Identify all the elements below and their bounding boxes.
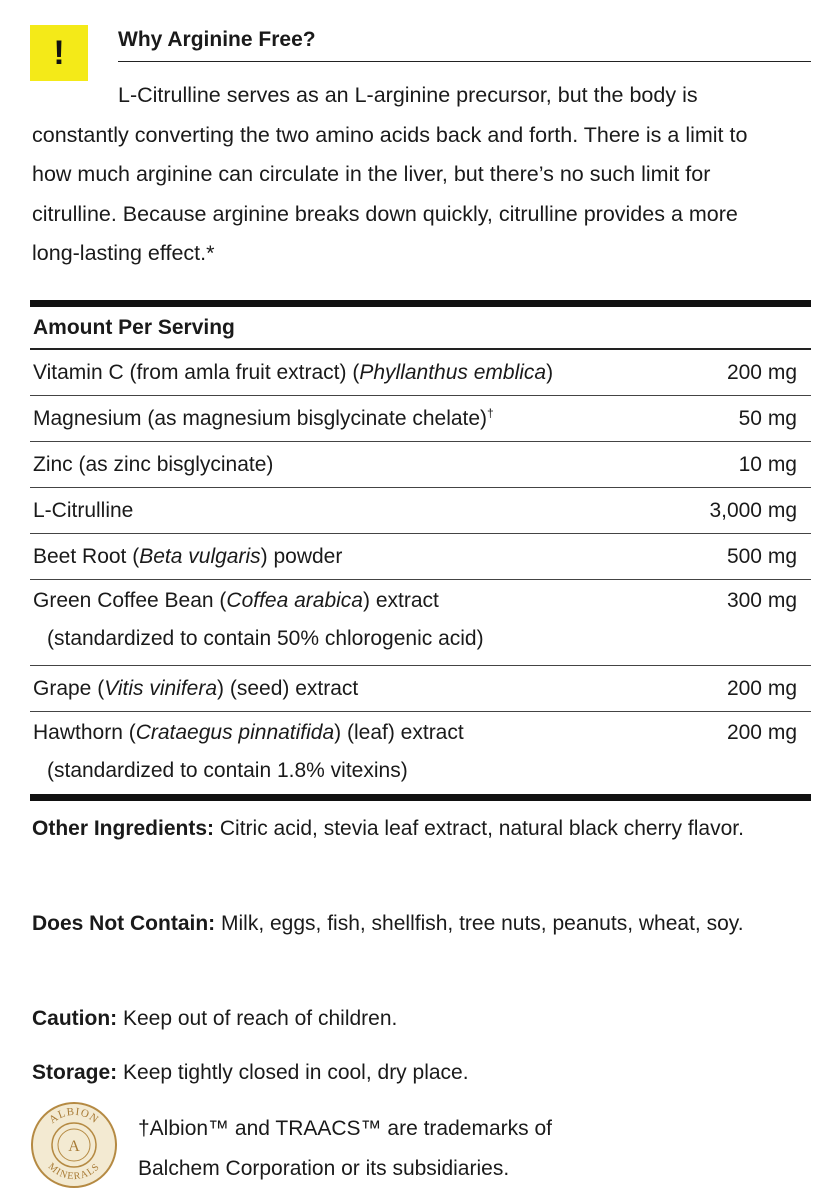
ingredient-name-suffix: ) — [546, 360, 554, 384]
other-ingredients-label: Other Ingredients: — [32, 817, 215, 840]
ingredient-name-text: Grape ( — [33, 676, 105, 700]
ingredient-name-text: Beet Root ( — [33, 544, 140, 568]
ingredient-botanical-name: Beta vulgaris — [139, 544, 261, 568]
ingredient-amount: 200 mg — [726, 676, 797, 700]
ingredient-row — [30, 580, 811, 666]
seal-center-letter: A — [68, 1138, 80, 1155]
ingredient-botanical-name: Phyllanthus emblica — [359, 360, 547, 384]
ingredient-row — [30, 396, 811, 442]
other-ingredients-text: Citric acid, stevia leaf extract, natural black cherry flavor. — [219, 817, 744, 840]
ingredient-row — [30, 712, 811, 794]
callout-divider — [118, 61, 811, 62]
bottom-thick-rule — [30, 794, 811, 801]
ingredient-rows — [30, 350, 811, 794]
ingredient-name — [30, 677, 358, 701]
ingredient-amount: 50 mg — [738, 406, 797, 430]
ingredient-name-text: Hawthorn ( — [33, 721, 136, 744]
ingredient-botanical-name: Coffea arabica — [226, 589, 363, 612]
callout-title: Why Arginine Free? — [118, 28, 316, 51]
ingredient-name-suffix: ) (seed) extract — [217, 676, 359, 700]
ingredient-standardization: (standardized to contain 50% chlorogenic acid) — [47, 627, 484, 650]
ingredient-amount: 10 mg — [738, 452, 797, 476]
does-not-contain-label: Does Not Contain: — [32, 912, 216, 935]
seal-top-text: ALBION — [46, 1105, 102, 1127]
seal-bottom-text: MINERALS — [45, 1161, 103, 1183]
caution — [32, 999, 772, 1039]
other-ingredients — [32, 809, 772, 849]
trademark-footnote — [138, 1109, 552, 1189]
ingredient-amount: 200 mg — [726, 721, 797, 744]
ingredient-amount: 500 mg — [726, 544, 797, 568]
ingredient-row — [30, 666, 811, 712]
ingredient-botanical-name: Vitis vinifera — [104, 676, 218, 700]
amount-per-serving-header: Amount Per Serving — [30, 307, 811, 350]
ingredient-standardization: (standardized to contain 1.8% vitexins) — [47, 759, 408, 782]
storage — [32, 1053, 772, 1093]
ingredient-name-suffix: ) extract — [363, 589, 439, 612]
ingredient-name — [30, 406, 494, 431]
ingredient-name-text: Zinc (as zinc bisglycinate) — [33, 452, 274, 476]
does-not-contain — [32, 904, 772, 944]
storage-text: Keep tightly closed in cool, dry place. — [123, 1061, 469, 1084]
top-thick-rule — [30, 300, 811, 307]
ingredient-name-suffix: ) powder — [260, 544, 343, 568]
ingredient-row — [30, 350, 811, 396]
supplement-facts-table — [30, 300, 811, 801]
exclamation-glyph: ! — [53, 33, 65, 72]
ingredient-amount: 200 mg — [726, 360, 797, 384]
ingredient-name-text: L-Citrulline — [33, 498, 134, 522]
caution-text: Keep out of reach of children. — [123, 1007, 398, 1030]
caution-label: Caution: — [32, 1007, 118, 1030]
ingredient-name — [30, 361, 553, 385]
ingredient-name-text: Magnesium (as magnesium bisglycinate chelate) — [33, 407, 488, 430]
ingredient-name — [30, 721, 464, 783]
exclamation-icon — [30, 25, 88, 81]
ingredient-row — [30, 442, 811, 488]
ingredient-amount: 3,000 mg — [709, 498, 797, 522]
footnote-line-2: Balchem Corporation or its subsidiaries. — [138, 1157, 510, 1180]
callout-body — [32, 76, 752, 274]
ingredient-row — [30, 488, 811, 534]
ingredient-name-text: Green Coffee Bean ( — [33, 589, 227, 612]
ingredient-row — [30, 534, 811, 580]
footnote-mark: † — [487, 406, 494, 420]
ingredient-amount: 300 mg — [726, 589, 797, 612]
ingredient-name — [30, 589, 484, 651]
footnote-line-1: †Albion™ and TRAACS™ are trademarks of — [138, 1117, 552, 1140]
ingredient-name — [30, 453, 273, 477]
does-not-contain-text: Milk, eggs, fish, shellfish, tree nuts, peanuts, wheat, soy. — [221, 912, 744, 935]
ingredient-botanical-name: Crataegus pinnatifida — [135, 721, 335, 744]
ingredient-name-text: Vitamin C (from amla fruit extract) ( — [33, 360, 360, 384]
albion-minerals-seal-icon — [30, 1101, 118, 1189]
callout-paragraph: L-Citrulline serves as an L-arginine precursor, but the body is constantly converting the two amino acids back and forth. There is a limit to how much arginine can circulate in the liver, but there’s no such limit for citrulline. Because arginine breaks down quickly, citrulline provides a more long-lasting effect.* — [32, 83, 748, 265]
ingredient-name-suffix: ) (leaf) extract — [334, 721, 464, 744]
ingredient-name — [30, 499, 133, 523]
storage-label: Storage: — [32, 1061, 118, 1084]
ingredient-name — [30, 545, 342, 569]
